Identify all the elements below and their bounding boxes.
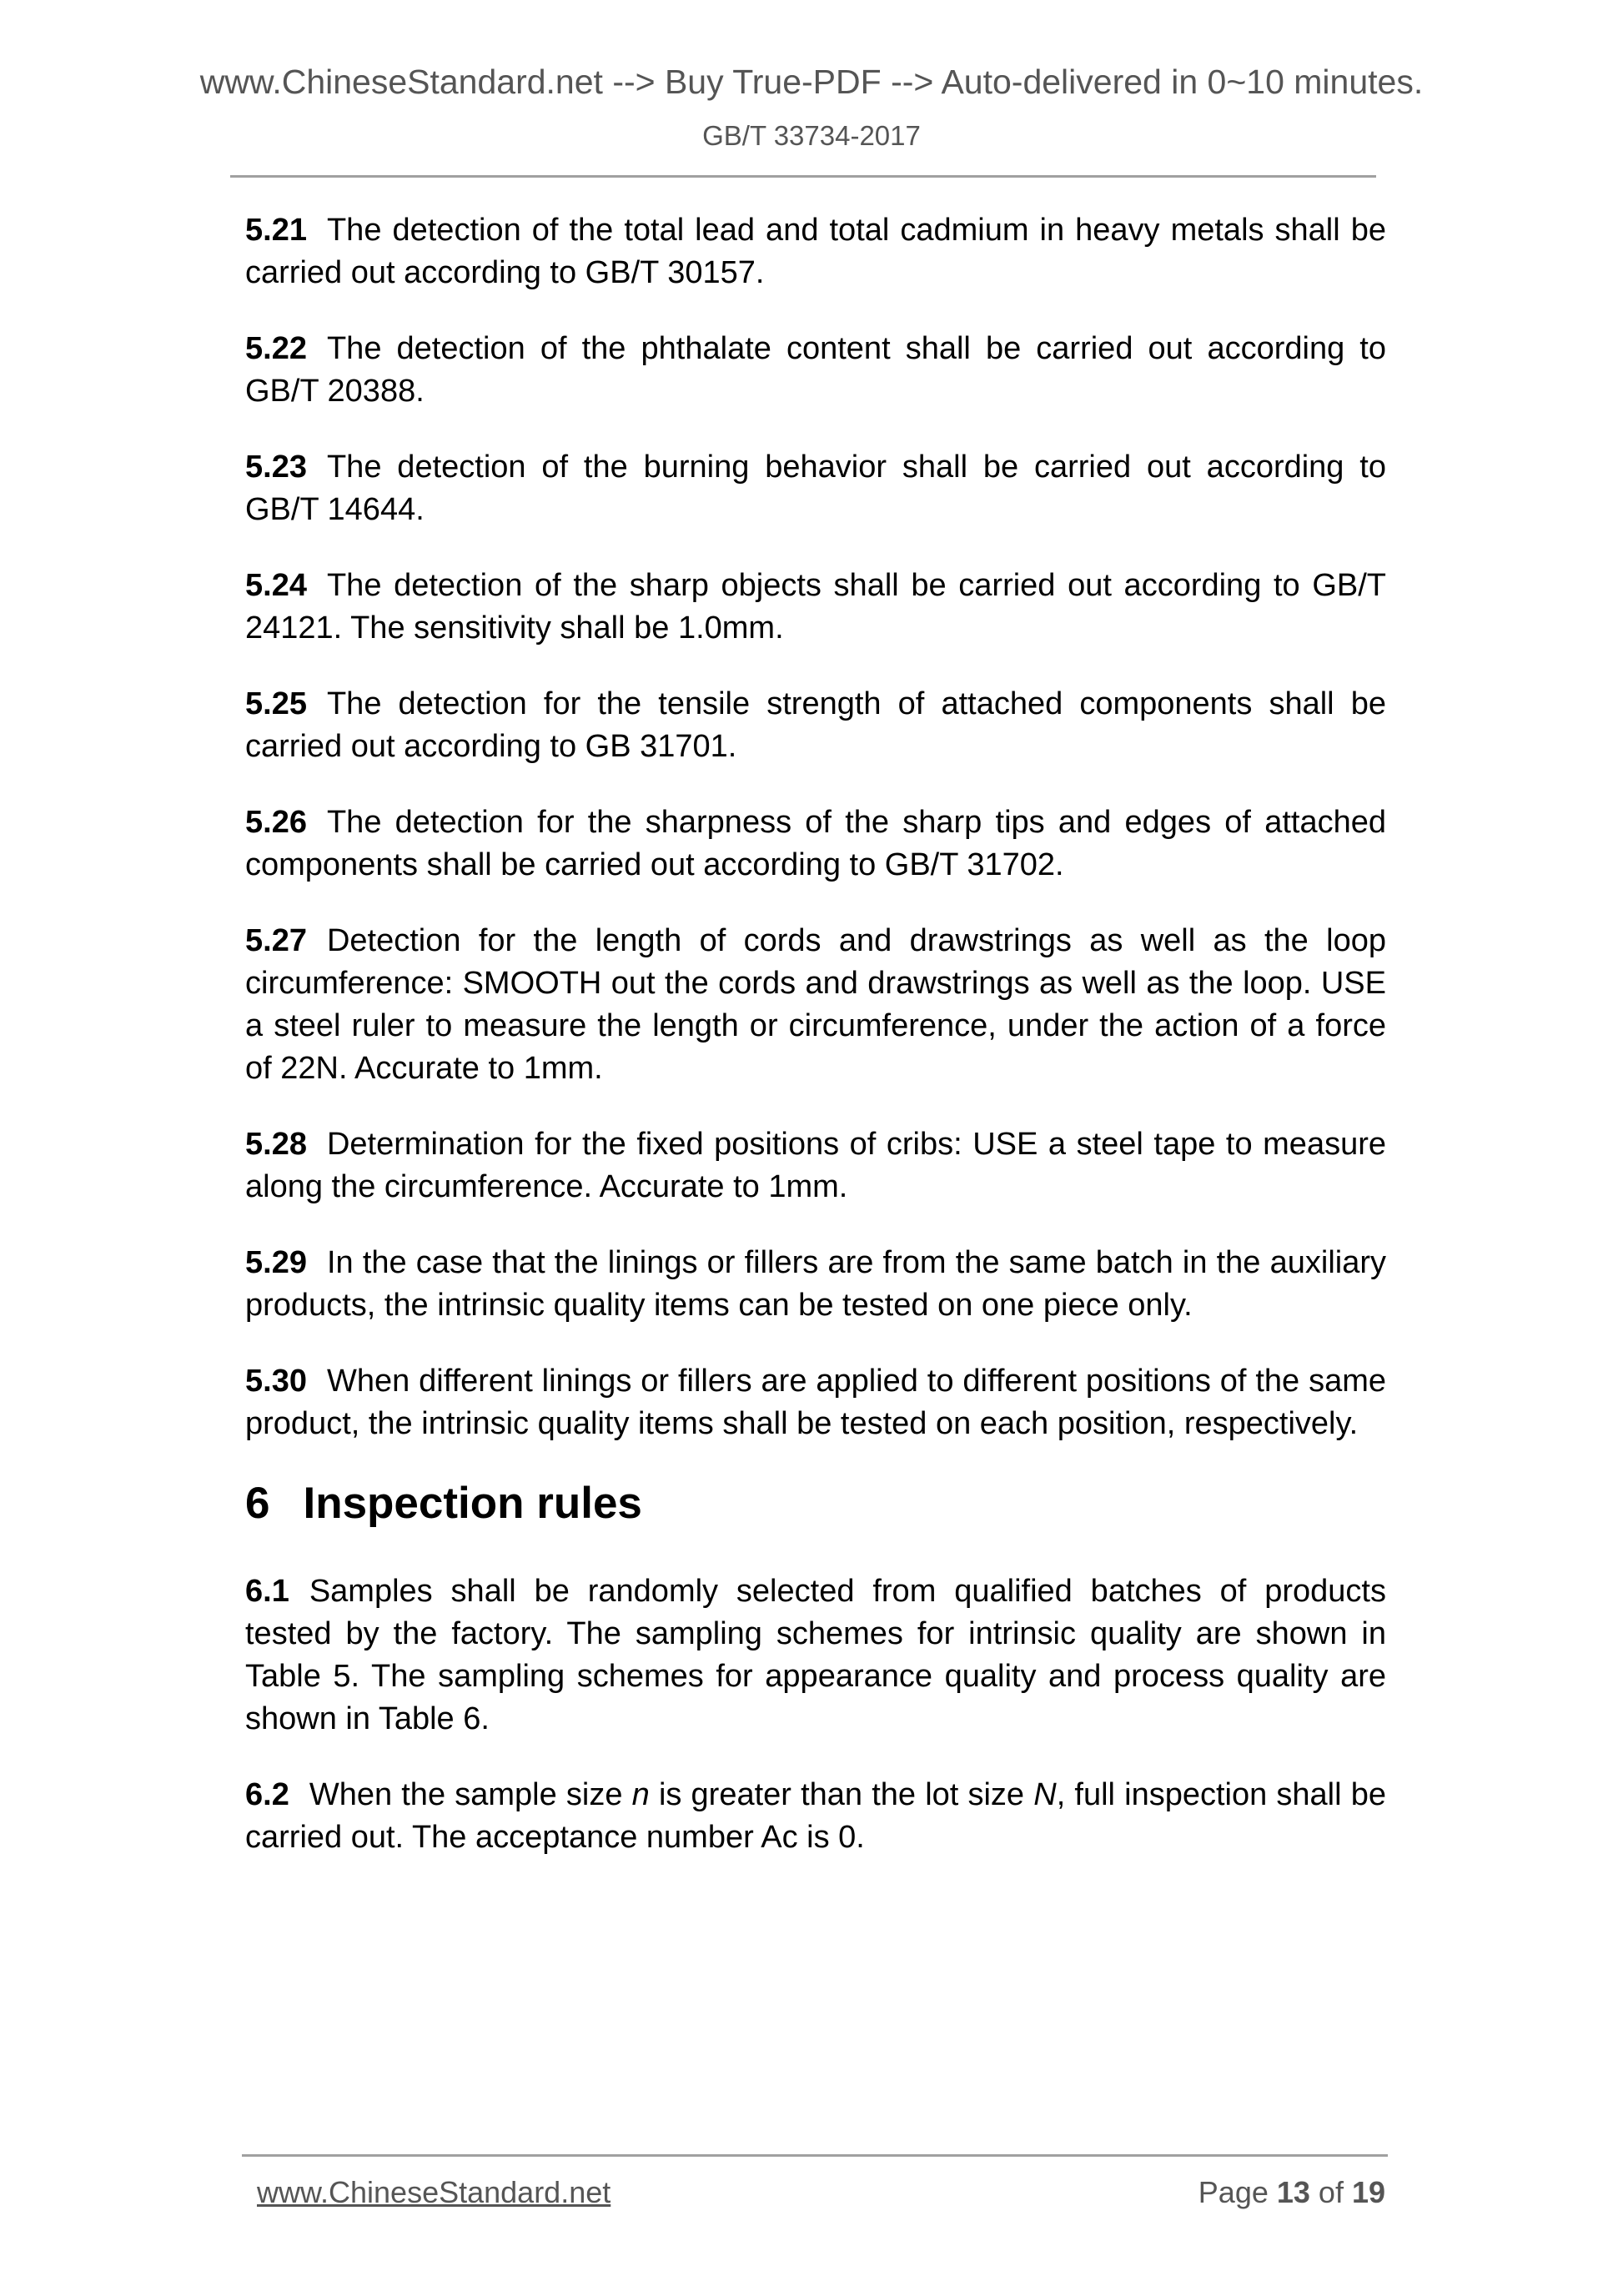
- section-title: Inspection rules: [303, 1479, 642, 1528]
- clause-number: 5.23: [245, 450, 307, 485]
- page-of-label: of: [1309, 2175, 1352, 2209]
- clause-text: The detection of the sharp objects shall be carried out according to GB/T 24121. The sensitivity shall be 1.0mm.: [245, 568, 1386, 646]
- page-current: 13: [1276, 2175, 1310, 2209]
- section-number: 6: [245, 1479, 270, 1528]
- header-divider: [230, 175, 1376, 178]
- clause-text: is greater than the lot size: [649, 1777, 1034, 1812]
- clause-5-26: [245, 801, 1386, 887]
- footer-divider: [242, 2154, 1388, 2157]
- clause-text: In the case that the linings or fillers are from the same batch in the auxiliary products, the intrinsic quality items can be tested on one piece only.: [245, 1245, 1386, 1323]
- clause-5-30: [245, 1360, 1386, 1445]
- clause-6-1: [245, 1570, 1386, 1741]
- clause-text: When different linings or fillers are applied to different positions of the same product, the intrinsic quality items shall be tested on each position, respectively.: [245, 1364, 1386, 1441]
- clause-text: The detection for the sharpness of the sharp tips and edges of attached components shall be carried out according to GB/T 31702.: [245, 805, 1386, 882]
- header-banner: www.ChineseStandard.net --> Buy True-PDF --> Auto-delivered in 0~10 minutes.: [199, 63, 1424, 101]
- page-label: Page: [1198, 2175, 1277, 2209]
- clause-text: The detection for the tensile strength of attached components shall be carried out according to GB 31701.: [245, 686, 1386, 764]
- footer-website-link[interactable]: www.ChineseStandard.net: [257, 2175, 611, 2209]
- clause-number: 5.30: [245, 1364, 307, 1399]
- clause-5-21: [245, 209, 1386, 294]
- page-content: [245, 209, 1386, 1892]
- clause-5-22: [245, 328, 1386, 413]
- clause-5-28: [245, 1123, 1386, 1208]
- clause-number: 5.26: [245, 805, 307, 840]
- clause-number: 5.28: [245, 1127, 307, 1162]
- clause-number: 5.27: [245, 923, 307, 958]
- clause-number: 6.1: [245, 1574, 289, 1609]
- variable-n: n: [631, 1777, 650, 1812]
- section-heading: [245, 1479, 1386, 1529]
- clause-number: 5.29: [245, 1245, 307, 1280]
- clause-number: 5.22: [245, 331, 307, 366]
- clause-text: , full inspection shall be carried out. The acceptance number Ac is 0.: [245, 1777, 1386, 1855]
- variable-N: N: [1033, 1777, 1057, 1812]
- clause-6-2: [245, 1774, 1386, 1859]
- clause-5-29: [245, 1242, 1386, 1327]
- clause-5-24: [245, 565, 1386, 650]
- clause-text: Determination for the fixed positions of cribs: USE a steel tape to measure along the circumference. Accurate to 1mm.: [245, 1127, 1386, 1204]
- page-total: 19: [1351, 2175, 1385, 2209]
- clause-text: The detection of the burning behavior shall be carried out according to GB/T 14644.: [245, 450, 1386, 527]
- page-indicator: [1198, 2175, 1385, 2210]
- clause-text: The detection of the phthalate content shall be carried out according to GB/T 20388.: [245, 331, 1386, 409]
- clause-text: When the sample size: [309, 1777, 632, 1812]
- clause-5-27: [245, 920, 1386, 1090]
- clause-text: Samples shall be randomly selected from qualified batches of products tested by the factory. The sampling schemes for intrinsic quality are shown in Table 5. The sampling schemes for appearance quality and process quality are shown in Table 6.: [245, 1574, 1386, 1736]
- clause-number: 5.21: [245, 213, 307, 248]
- clause-5-25: [245, 683, 1386, 768]
- clause-text: The detection of the total lead and total cadmium in heavy metals shall be carried out according to GB/T 30157.: [245, 213, 1386, 290]
- clause-number: 6.2: [245, 1777, 289, 1812]
- clause-number: 5.24: [245, 568, 307, 603]
- clause-text: Detection for the length of cords and drawstrings as well as the loop circumference: SMOOTH out the cords and drawstrings as well as the loop. USE a steel ruler to measure the length or circumference, under the action of a force of 22N. Accurate to 1mm.: [245, 923, 1386, 1086]
- standard-code: GB/T 33734-2017: [702, 120, 921, 151]
- clause-5-23: [245, 446, 1386, 531]
- clause-number: 5.25: [245, 686, 307, 721]
